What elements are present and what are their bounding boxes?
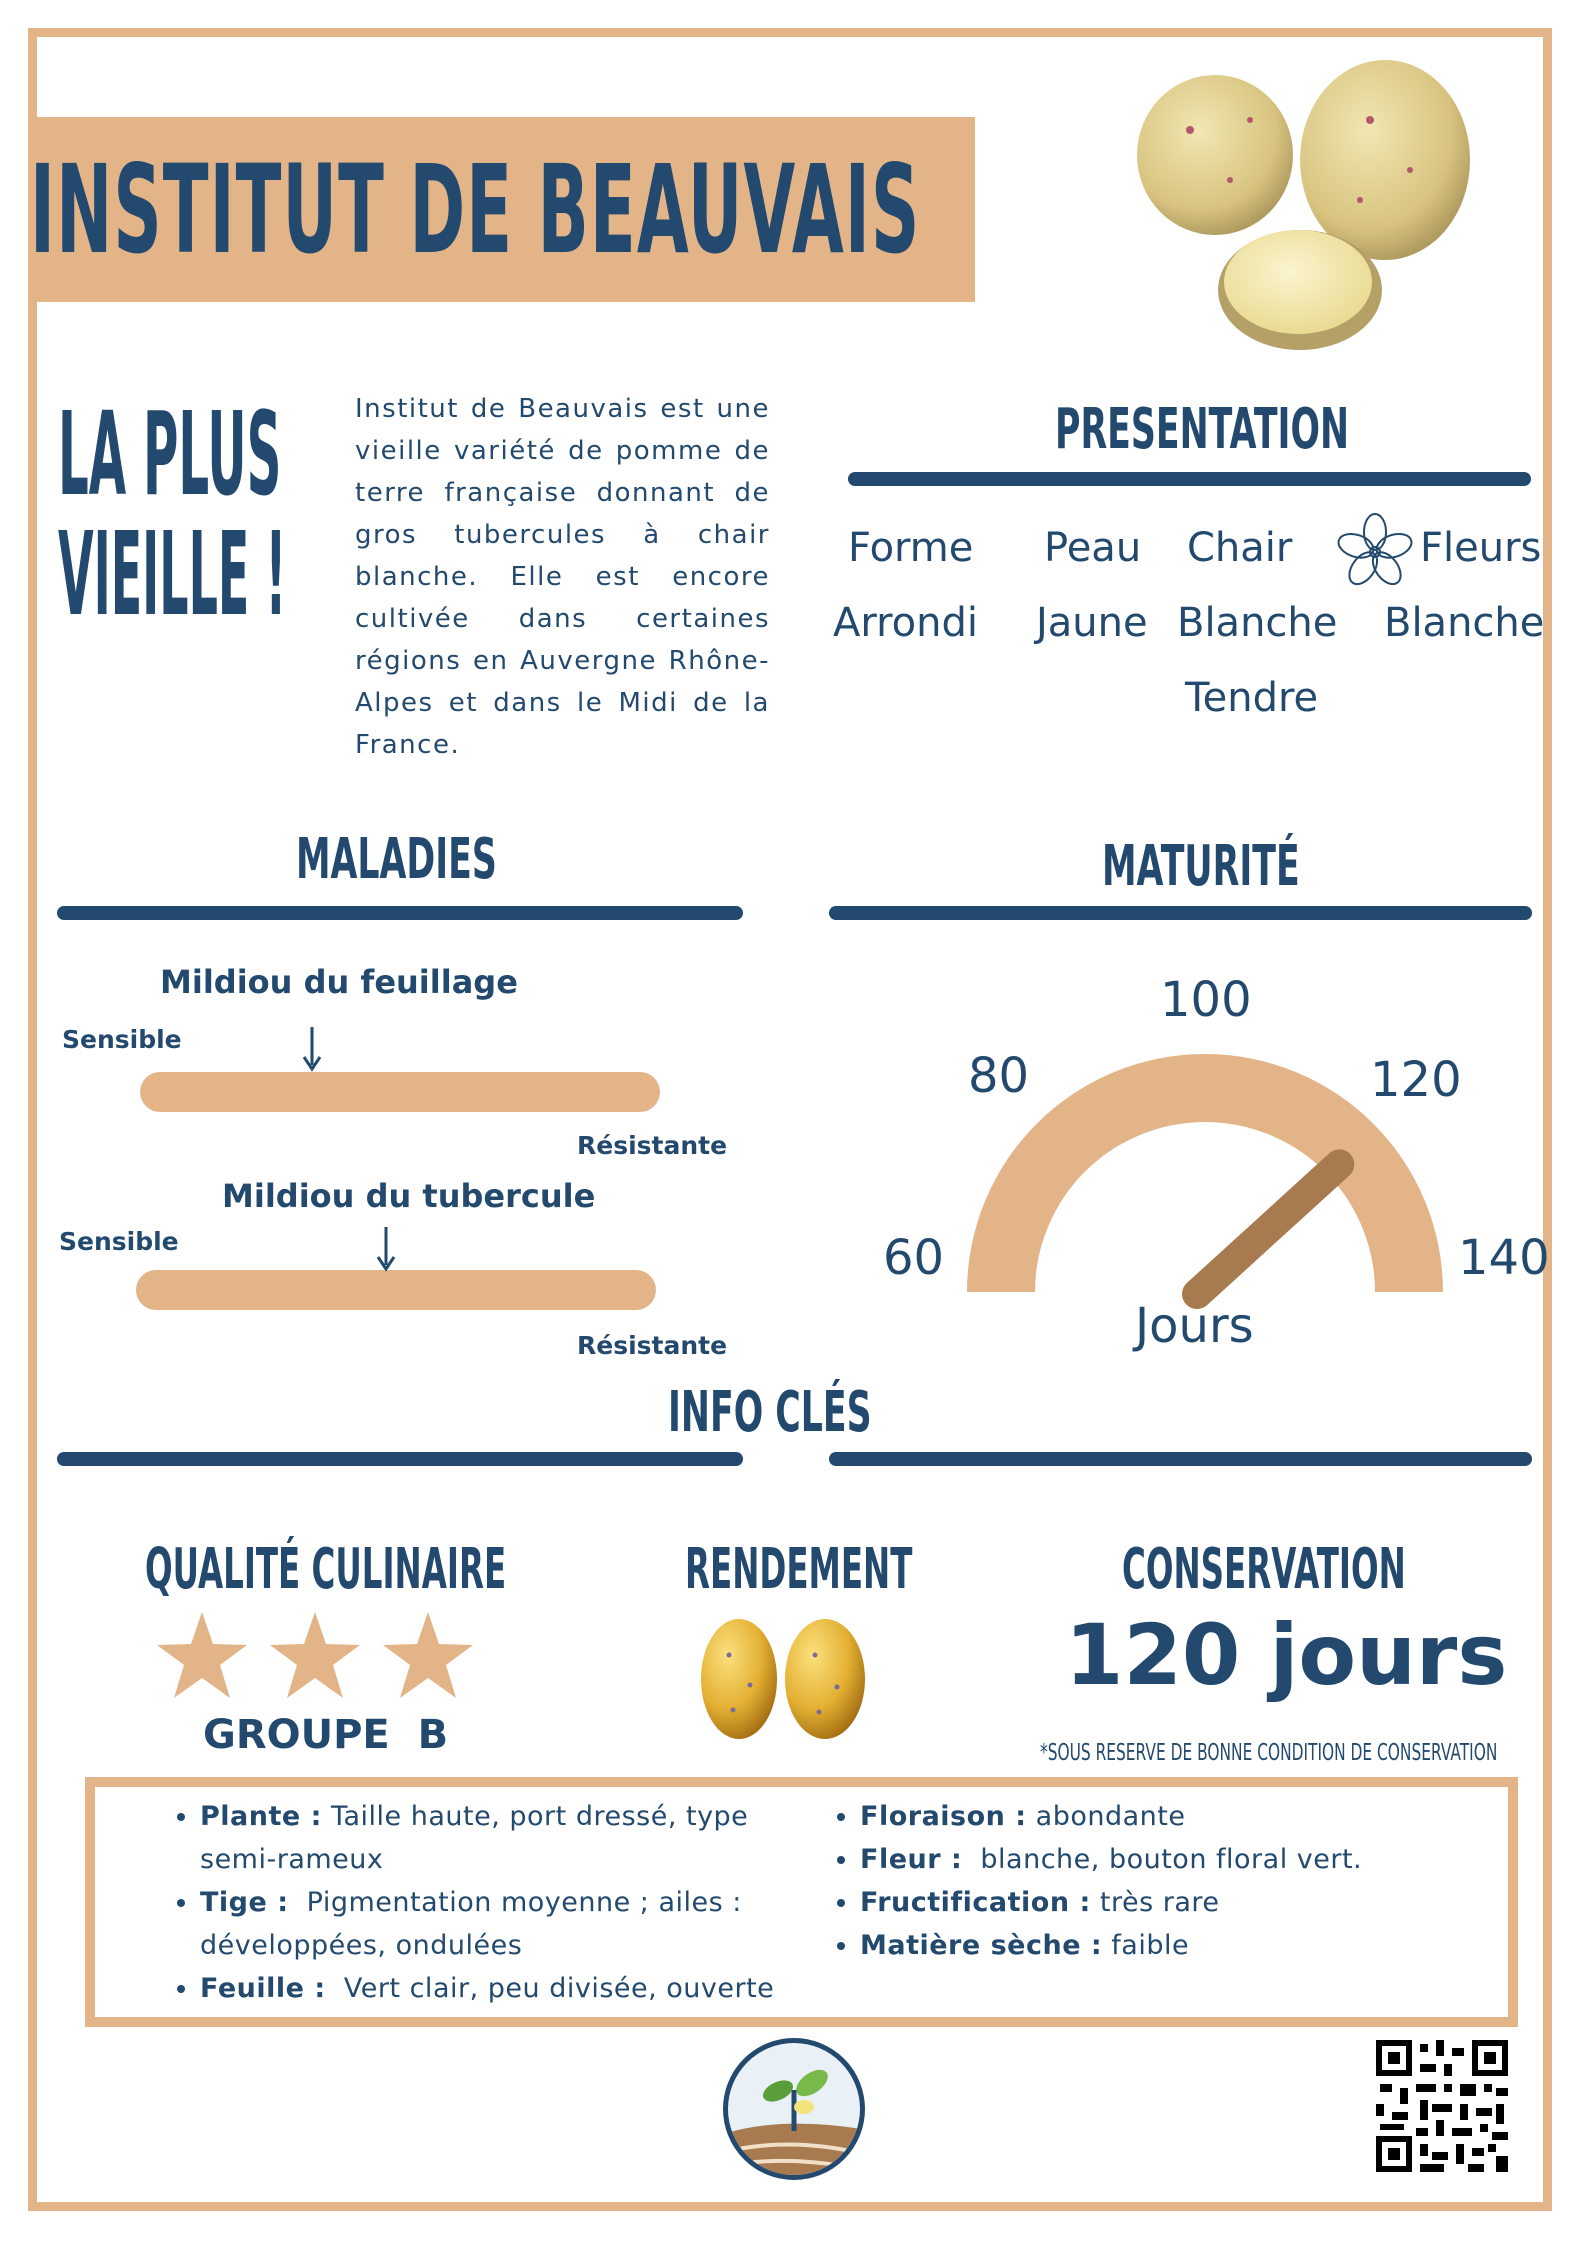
detail-label: Fructification : <box>860 1887 1091 1918</box>
detail-text: très rare <box>1090 1887 1220 1918</box>
disease-scale-bar <box>136 1270 656 1310</box>
detail-label: Plante : <box>200 1801 322 1832</box>
rendement-heading-wrap <box>685 1535 925 1605</box>
detail-label: Tige : <box>200 1887 289 1918</box>
down-arrow-icon <box>373 1225 399 1273</box>
disease-left-label: Sensible <box>59 1227 179 1256</box>
detail-label: Matière sèche : <box>860 1930 1103 1961</box>
detail-text: Taille haute, port dressé, type semi-rameux <box>200 1801 758 1875</box>
gauge-unit: Jours <box>1135 1298 1254 1354</box>
detail-item <box>860 1838 1480 1881</box>
presentation-rule <box>848 472 1531 486</box>
detail-item <box>200 1967 820 2010</box>
potato-photo <box>1120 50 1500 360</box>
tagline <box>58 388 298 665</box>
tagline-line-1: LA PLUS <box>58 388 282 522</box>
detail-item <box>860 1924 1480 1967</box>
info-cles-rule-left <box>57 1452 743 1466</box>
star-icon <box>383 1612 473 1698</box>
maladies-heading: MALADIES <box>296 827 497 892</box>
info-cles-heading: INFO CLÉS <box>668 1380 872 1445</box>
presentation-label-chair: Chair <box>1187 525 1293 571</box>
presentation-value-chair-2: Tendre <box>1185 675 1319 721</box>
flower-icon <box>1335 512 1415 592</box>
conservation-note-wrap <box>1040 1738 1587 1768</box>
detail-text: Vert clair, peu divisée, ouverte <box>325 1973 775 2004</box>
details-list-right <box>830 1795 1480 1967</box>
detail-item <box>200 1795 820 1881</box>
detail-label: Floraison : <box>860 1801 1027 1832</box>
maladies-heading-wrap <box>296 825 536 895</box>
maturite-heading: MATURITÉ <box>1102 834 1300 899</box>
tagline-line-2: VIEILLE ! <box>58 508 287 642</box>
star-icon <box>157 1612 247 1698</box>
culinary-group: GROUPE B <box>203 1712 449 1758</box>
conservation-note: *SOUS RESERVE DE BONNE CONDITION DE CONSERVATION <box>1040 1740 1498 1766</box>
detail-item <box>860 1881 1480 1924</box>
rendement-heading: RENDEMENT <box>685 1537 913 1602</box>
page-title: INSTITUT DE BEAUVAIS <box>30 139 921 281</box>
gauge-tick-100: 100 <box>1160 972 1252 1028</box>
qr-code <box>1376 2040 1508 2172</box>
gauge-tick-80: 80 <box>968 1048 1030 1104</box>
conservation-heading-wrap <box>1122 1535 1422 1605</box>
conservation-heading: CONSERVATION <box>1122 1537 1406 1602</box>
disease-right-label: Résistante <box>577 1131 728 1160</box>
logo <box>720 2035 868 2183</box>
detail-label: Feuille : <box>200 1973 326 2004</box>
detail-text: Pigmentation moyenne ; ailes : développées, ondulées <box>200 1887 751 1961</box>
qualite-heading-wrap <box>145 1535 505 1605</box>
maladies-rule <box>57 906 743 920</box>
info-cles-heading-wrap <box>668 1378 908 1448</box>
presentation-heading-wrap <box>1055 395 1355 465</box>
presentation-value-fleurs: Blanche <box>1384 600 1545 646</box>
detail-text: blanche, bouton floral vert. <box>962 1844 1363 1875</box>
disease-right-label: Résistante <box>577 1331 728 1360</box>
detail-text: abondante <box>1026 1801 1186 1832</box>
gauge-tick-120: 120 <box>1370 1052 1462 1108</box>
star-rating <box>155 1610 485 1705</box>
detail-item <box>860 1795 1480 1838</box>
disease-name-feuillage: Mildiou du feuillage <box>160 963 518 1001</box>
disease-left-label: Sensible <box>62 1025 182 1054</box>
qualite-heading: QUALITÉ CULINAIRE <box>145 1537 507 1602</box>
presentation-label-fleurs: Fleurs <box>1420 525 1542 571</box>
disease-scale-bar <box>140 1072 660 1112</box>
detail-text: faible <box>1102 1930 1190 1961</box>
disease-name-tubercule: Mildiou du tubercule <box>222 1177 596 1215</box>
presentation-label-peau: Peau <box>1044 525 1142 571</box>
details-list-left <box>170 1795 820 2010</box>
maturite-rule <box>829 906 1532 920</box>
detail-label: Fleur : <box>860 1844 963 1875</box>
presentation-value-peau: Jaune <box>1036 600 1148 646</box>
potato-icon <box>785 1619 865 1739</box>
gauge-tick-140: 140 <box>1458 1230 1550 1286</box>
star-icon <box>270 1612 360 1698</box>
maturite-heading-wrap <box>1102 832 1342 902</box>
detail-item <box>200 1881 820 1967</box>
variety-description: Institut de Beauvais est une vieille variété de pomme de terre française donnant de gros tubercules à chair blanche. Elle est encore cultivée dans certaines régions en Auvergne Rhône-Alpes et dans le Midi de la France. <box>355 394 770 760</box>
conservation-value: 120 jours <box>1065 1606 1508 1704</box>
presentation-value-forme: Arrondi <box>833 600 978 646</box>
presentation-heading: PRESENTATION <box>1055 397 1350 462</box>
gauge-tick-60: 60 <box>883 1230 945 1286</box>
presentation-value-chair: Blanche <box>1177 600 1338 646</box>
potato-icon <box>701 1619 777 1739</box>
presentation-label-forme: Forme <box>848 525 974 571</box>
info-cles-rule-right <box>829 1452 1532 1466</box>
gauge-needle <box>1197 1164 1339 1294</box>
down-arrow-icon <box>299 1025 325 1073</box>
yield-potatoes <box>695 1615 875 1745</box>
